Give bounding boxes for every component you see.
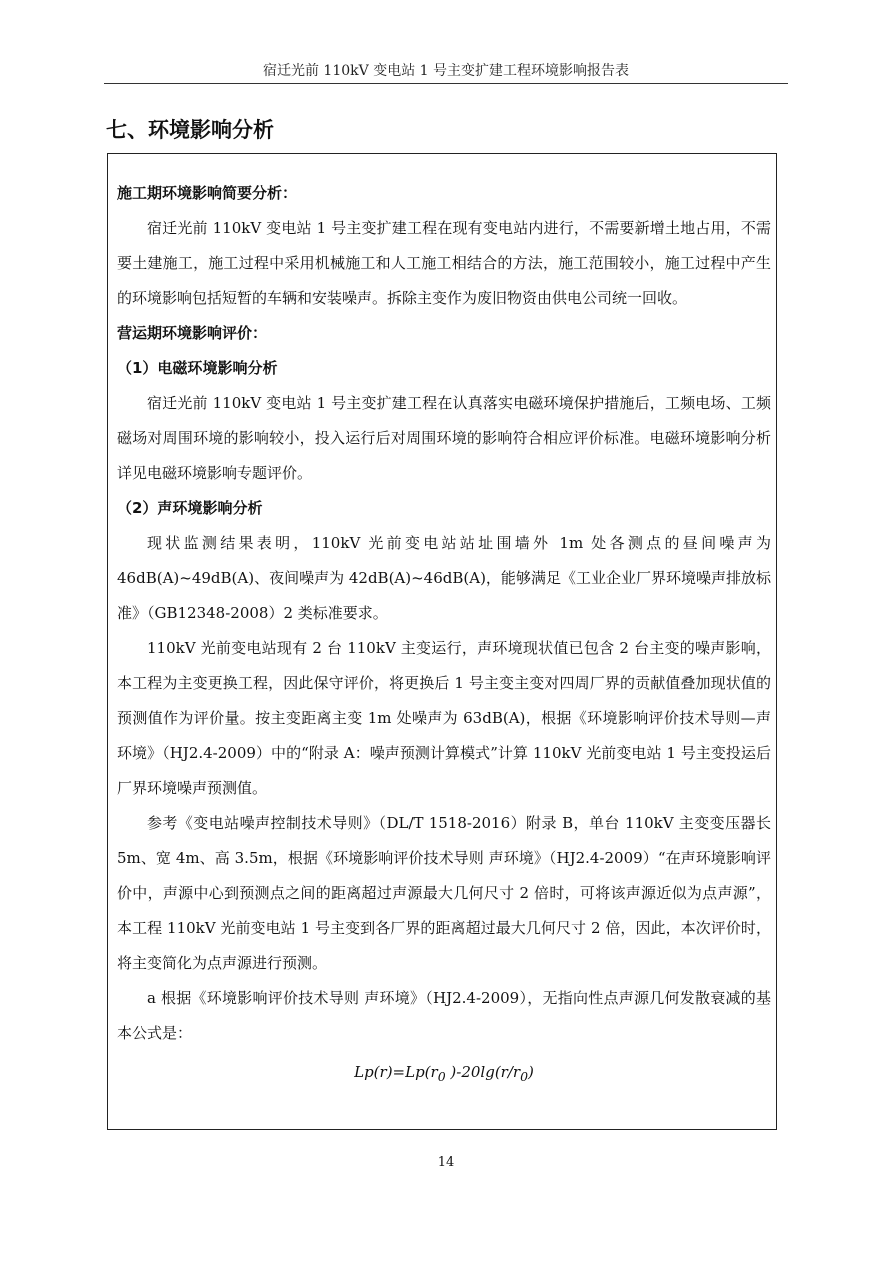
- noise-paragraph-3: 参考《变电站噪声控制技术导则》（DL/T 1518-2016）附录 B，单台 110kV 主变变压器长 5m、宽 4m、高 3.5m，根据《环境影响评价技术导则 声环境》（HJ2.4-2009）“在声环境影响评价中，声源中心到预测点之间的距离超过声源最大几何尺寸 2 倍时，可将该声源近似为点声源”，本工程 110kV 光前变电站 1 号主变到各厂界的距离超过最大几何尺寸 2 倍，因此，本次评价时，将主变简化为点声源进行预测。: [117, 814, 771, 972]
- formula-lhs: Lp(r)=Lp(r: [354, 1063, 438, 1081]
- attenuation-formula: [117, 1051, 771, 1094]
- header-rule: [104, 83, 788, 84]
- formula-mid: )-20lg(r/r: [445, 1063, 521, 1081]
- construction-paragraph: 宿迁光前 110kV 变电站 1 号主变扩建工程在现有变电站内进行，不需要新增土地占用，不需要土建施工，施工过程中采用机械施工和人工施工相结合的方法，施工范围较小，施工过程中产生的环境影响包括短暂的车辆和安装噪声。拆除主变作为废旧物资由供电公司统一回收。: [117, 219, 771, 307]
- construction-heading: 施工期环境影响简要分析：: [117, 184, 298, 202]
- content-body: [117, 176, 771, 1094]
- section-title: 七、环境影响分析: [106, 118, 274, 142]
- running-header: 宿迁光前 110kV 变电站 1 号主变扩建工程环境影响报告表: [262, 63, 630, 79]
- em-heading: （1）电磁环境影响分析: [117, 359, 278, 377]
- formula-sub-1: 0: [437, 1069, 446, 1084]
- noise-paragraph-1: 现状监测结果表明，110kV 光前变电站站址围墙外 1m 处各测点的昼间噪声为 46dB(A)~49dB(A)、夜间噪声为 42dB(A)~46dB(A)，能够满足《工业企业厂界环境噪声排放标准》（GB12348-2008）2 类标准要求。: [117, 534, 771, 622]
- operation-heading: 营运期环境影响评价：: [117, 324, 268, 342]
- page-number: 14: [437, 1155, 455, 1170]
- noise-heading: （2）声环境影响分析: [117, 499, 263, 517]
- em-paragraph: 宿迁光前 110kV 变电站 1 号主变扩建工程在认真落实电磁环境保护措施后，工频电场、工频磁场对周围环境的影响较小，投入运行后对周围环境的影响符合相应评价标准。电磁环境影响分析详见电磁环境影响专题评价。: [117, 394, 771, 482]
- noise-paragraph-4: a 根据《环境影响评价技术导则 声环境》（HJ2.4-2009），无指向性点声源几何发散衰减的基本公式是：: [117, 989, 771, 1042]
- formula-end: ): [528, 1063, 534, 1081]
- formula-sub-2: 0: [520, 1069, 529, 1084]
- noise-paragraph-2: 110kV 光前变电站现有 2 台 110kV 主变运行，声环境现状值已包含 2 台主变的噪声影响，本工程为主变更换工程，因此保守评价，将更换后 1 号主变主变对四周厂界的贡献值叠加现状值的预测值作为评价量。按主变距离主变 1m 处噪声为 63dB(A)，根据《环境影响评价技术导则—声环境》（HJ2.4-2009）中的“附录 A：噪声预测计算模式”计算 110kV 光前变电站 1 号主变投运后厂界环境噪声预测值。: [117, 639, 771, 797]
